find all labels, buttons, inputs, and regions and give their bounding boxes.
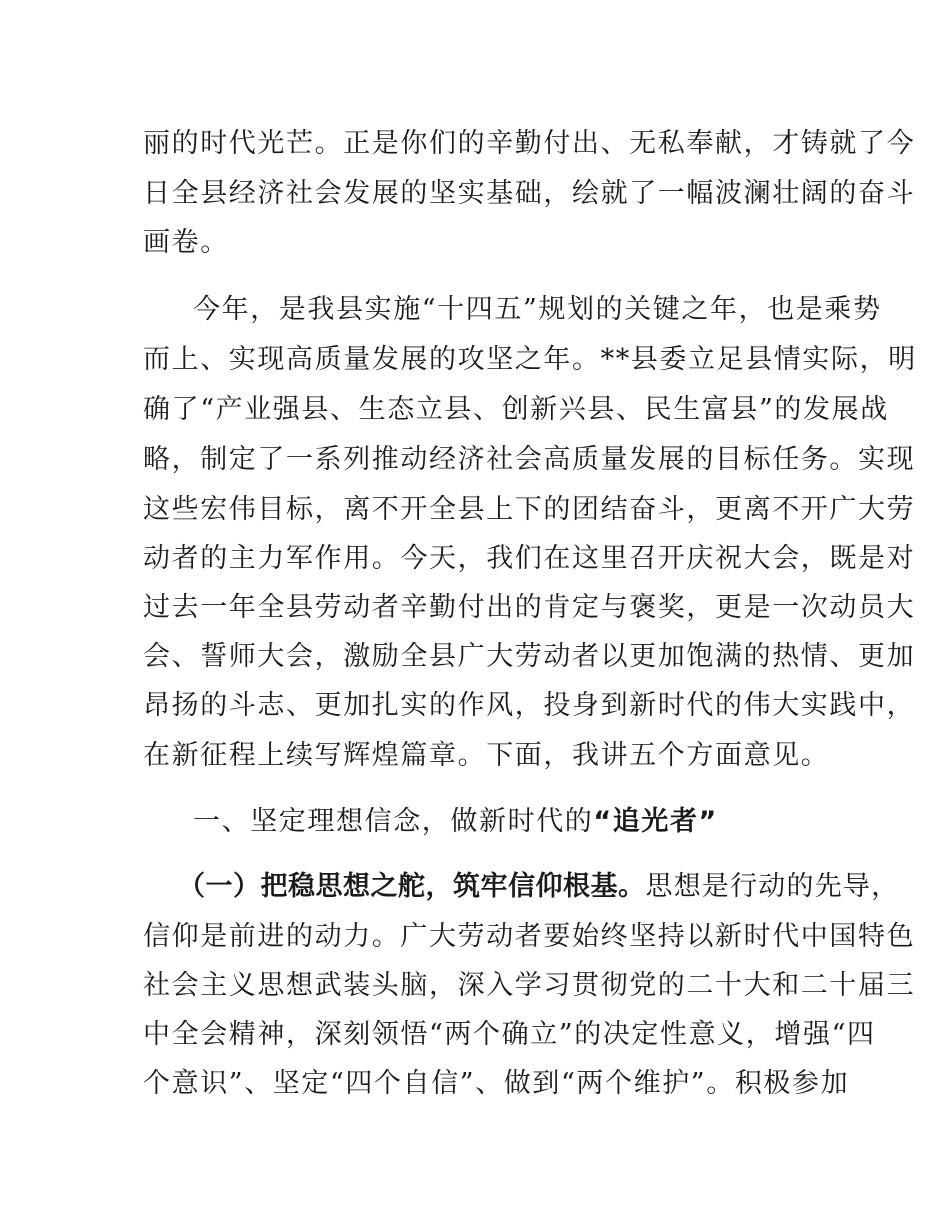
subsection-1-first-line-rest: 思想是行动的先导， <box>645 871 900 902</box>
paragraph-2-line-5: 这些宏伟目标，离不开全县上下的团结奋斗，更离不开广大劳 <box>143 494 916 525</box>
paragraph-2-line-3: 确了“产业强县、生态立县、创新兴县、民生富县”的发展战 <box>143 394 889 425</box>
paragraph-2-line-2: 而上、实现高质量发展的攻坚之年。**县委立足县情实际，明 <box>143 344 917 375</box>
paragraph-1-line-2: 日全县经济社会发展的坚实基础，绘就了一幅波澜壮阔的奋斗 <box>143 178 916 209</box>
subsection-1-title: （一）把稳思想之舵，筑牢信仰根基。 <box>178 871 646 902</box>
paragraph-1-line-1: 丽的时代光芒。正是你们的辛勤付出、无私奉献，才铸就了今 <box>143 128 916 159</box>
subsection-1-first-line <box>178 867 899 907</box>
paragraph-2-line-6: 动者的主力军作用。今天，我们在这里召开庆祝大会，既是对 <box>143 543 916 574</box>
paragraph-2-line-7: 过去一年全县劳动者辛勤付出的肯定与褒奖，更是一次动员大 <box>143 592 916 623</box>
paragraph-2-line-1: 今年，是我县实施“十四五”规划的关键之年，也是乘势 <box>193 294 882 325</box>
paragraph-2-line-8: 会、誓师大会，激励全县广大劳动者以更加饱满的热情、更加 <box>143 641 916 672</box>
paragraph-1-line-3: 画卷。 <box>143 227 229 258</box>
subsection-1-line-2: 信仰是前进的动力。广大劳动者要始终坚持以新时代中国特色 <box>143 921 916 952</box>
paragraph-2-line-10: 在新征程上续写辉煌篇章。下面，我讲五个方面意见。 <box>143 740 830 771</box>
section-1-heading-emphasis: “追光者” <box>593 806 718 837</box>
section-1-heading <box>193 802 718 842</box>
paragraph-2-line-4: 略，制定了一系列推动经济社会高质量发展的目标任务。实现 <box>143 444 916 475</box>
paragraph-2-line-9: 昂扬的斗志、更加扎实的作风，投身到新时代的伟大实践中， <box>143 690 916 721</box>
subsection-1-line-5: 个意识”、坚定“四个自信”、做到“两个维护”。积极参加 <box>143 1068 850 1099</box>
section-1-heading-prefix: 一、坚定理想信念，做新时代的 <box>193 806 594 837</box>
subsection-1-line-3: 社会主义思想武装头脑，深入学习贯彻党的二十大和二十届三 <box>143 970 916 1001</box>
subsection-1-line-4: 中全会精神，深刻领悟“两个确立”的决定性意义，增强“四 <box>143 1019 876 1050</box>
